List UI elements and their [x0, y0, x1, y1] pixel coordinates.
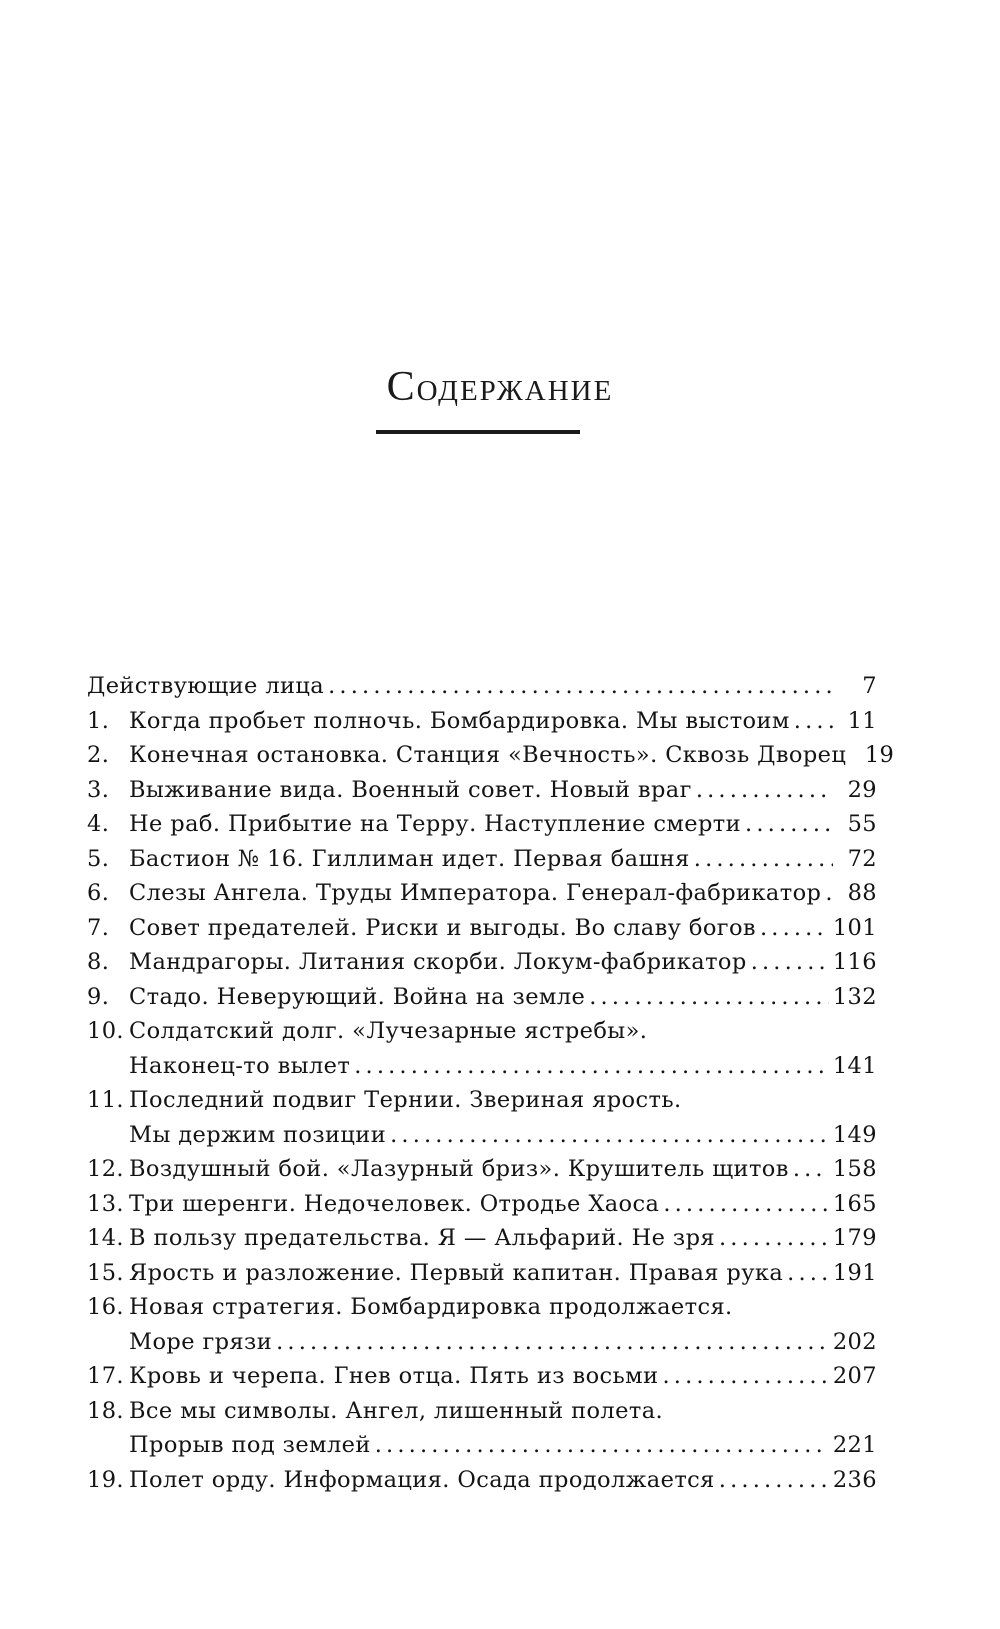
- chapter-title: Мы держим позиции: [129, 1121, 387, 1148]
- page-number: 221: [832, 1432, 877, 1458]
- dot-leader: [745, 807, 833, 841]
- toc-entry: [87, 1083, 877, 1152]
- chapter-number: 4.: [87, 811, 110, 837]
- page-number: 72: [847, 845, 877, 872]
- page-number: 19: [864, 742, 895, 768]
- toc-line: [87, 738, 895, 773]
- chapter-number: 12.: [87, 1156, 124, 1182]
- toc-entry: [87, 1221, 877, 1256]
- toc-line: [87, 704, 877, 739]
- table-of-contents: [87, 669, 895, 1497]
- title-underline: [376, 430, 580, 434]
- chapter-title: Все мы символы. Ангел, лишенный полета.: [129, 1397, 664, 1424]
- toc-line: [87, 1014, 877, 1049]
- chapter-title: Совет предателей. Риски и выгоды. Во славу богов: [129, 914, 756, 941]
- chapter-title: Стадо. Неверующий. Война на земле: [129, 983, 586, 1010]
- toc-line: [87, 1049, 877, 1084]
- dot-leader: [375, 1428, 829, 1462]
- chapter-title: Кровь и черепа. Гнев отца. Пять из восьми: [129, 1363, 659, 1389]
- chapter-title: Три шеренги. Недочеловек. Отродье Хаоса: [129, 1190, 660, 1217]
- chapter-title: Солдатский долг. «Лучезарные ястребы».: [129, 1018, 648, 1044]
- toc-entry: [87, 1394, 877, 1463]
- chapter-title: Когда пробьет полночь. Бомбардировка. Мы выстоим: [129, 707, 790, 734]
- chapter-title: Новая стратегия. Бомбардировка продолжается.: [129, 1294, 733, 1320]
- toc-line: [87, 1083, 877, 1118]
- dot-leader: [794, 704, 833, 738]
- page-number: 158: [832, 1156, 877, 1182]
- toc-line: [87, 1359, 877, 1394]
- toc-entry: [87, 807, 877, 842]
- page-number: 165: [832, 1190, 877, 1217]
- chapter-number: 1.: [87, 707, 110, 734]
- chapter-title: Воздушный бой. «Лазурный бриз». Крушитель щитов: [129, 1156, 789, 1182]
- chapter-number: 16.: [87, 1294, 124, 1320]
- toc-entry: [87, 1152, 877, 1187]
- chapter-number: 17.: [87, 1363, 124, 1389]
- toc-line: [87, 773, 877, 808]
- page-number: 7: [862, 673, 877, 699]
- toc-line: [87, 1463, 877, 1498]
- chapter-number: 15.: [87, 1259, 124, 1286]
- dot-leader: [328, 669, 833, 703]
- toc-line: [87, 1325, 877, 1360]
- page-number: 55: [847, 811, 877, 837]
- page-number: 179: [832, 1225, 877, 1251]
- dot-leader: [825, 876, 833, 910]
- page-number: 101: [832, 914, 877, 941]
- page-title: Содержание: [386, 364, 614, 410]
- dot-leader: [354, 1049, 829, 1083]
- chapter-number: 9.: [87, 983, 110, 1010]
- toc-line: [87, 1187, 877, 1222]
- page-number: 191: [832, 1259, 877, 1286]
- chapter-number: 6.: [87, 880, 110, 906]
- chapter-title: Действующие лица: [87, 673, 325, 699]
- page-number: 149: [832, 1121, 877, 1148]
- toc-entry: [87, 1359, 877, 1394]
- toc-entry: [87, 738, 895, 773]
- toc-entry: [87, 773, 877, 808]
- page-number: 29: [847, 776, 877, 803]
- chapter-number: 2.: [87, 742, 110, 768]
- toc-line: [87, 980, 877, 1015]
- toc-entry: [87, 1187, 877, 1222]
- toc-line: [87, 842, 877, 877]
- chapter-title: Море грязи: [129, 1328, 273, 1355]
- page-number: 202: [832, 1328, 877, 1355]
- chapter-number: 8.: [87, 949, 110, 975]
- toc-line: [87, 1256, 877, 1291]
- dot-leader: [662, 1359, 828, 1393]
- toc-entry: [87, 1290, 877, 1359]
- toc-entry: [87, 1256, 877, 1291]
- dot-leader: [276, 1325, 829, 1359]
- toc-line: [87, 945, 877, 980]
- page-number: 11: [847, 707, 877, 734]
- chapter-title: Выживание вида. Военный совет. Новый враг: [129, 776, 692, 803]
- chapter-number: 18.: [87, 1397, 124, 1424]
- dot-leader: [663, 1187, 829, 1221]
- toc-line: [87, 807, 877, 842]
- chapter-title: Мандрагоры. Литания скорби. Локум-фабрикатор: [129, 949, 747, 975]
- page-number: 141: [832, 1052, 877, 1079]
- toc-entry: [87, 704, 877, 739]
- chapter-title: Конечная остановка. Станция «Вечность». Сквозь Дворец: [129, 742, 847, 768]
- toc-entry: [87, 842, 877, 877]
- toc-entry: [87, 669, 877, 704]
- chapter-number: 3.: [87, 776, 110, 803]
- dot-leader: [751, 945, 829, 979]
- toc-entry: [87, 945, 877, 980]
- chapter-number: 13.: [87, 1190, 124, 1217]
- page-number: 132: [832, 983, 877, 1010]
- page-number: 207: [832, 1363, 877, 1389]
- toc-line: [87, 1394, 877, 1429]
- chapter-title: Прорыв под землей: [129, 1432, 371, 1458]
- toc-entry: [87, 980, 877, 1015]
- dot-leader: [390, 1118, 829, 1152]
- toc-line: [87, 911, 877, 946]
- chapter-title: Полет орду. Информация. Осада продолжается: [129, 1466, 715, 1493]
- toc-line: [87, 1221, 877, 1256]
- toc-line: [87, 669, 877, 704]
- toc-line: [87, 1428, 877, 1463]
- chapter-title: Ярость и разложение. Первый капитан. Правая рука: [129, 1259, 784, 1286]
- chapter-title: Слезы Ангела. Труды Императора. Генерал-фабрикатор: [129, 880, 822, 906]
- page-number: 116: [832, 949, 877, 975]
- toc-line: [87, 1290, 877, 1325]
- dot-leader: [696, 773, 833, 807]
- toc-entry: [87, 911, 877, 946]
- dot-leader: [719, 1463, 829, 1497]
- page-number: 88: [847, 880, 877, 906]
- chapter-title: Наконец-то вылет: [129, 1052, 351, 1079]
- chapter-number: 11.: [87, 1087, 124, 1113]
- chapter-title: Последний подвиг Тернии. Звериная ярость.: [129, 1087, 682, 1113]
- chapter-number: 7.: [87, 914, 110, 941]
- toc-line: [87, 1152, 877, 1187]
- chapter-title: В пользу предательства. Я — Альфарий. Не зря: [129, 1225, 715, 1251]
- toc-line: [87, 1118, 877, 1153]
- chapter-title: Не раб. Прибытие на Терру. Наступление смерти: [129, 811, 742, 837]
- chapter-number: 19.: [87, 1466, 124, 1493]
- toc-entry: [87, 876, 877, 911]
- toc-entry: [87, 1014, 877, 1083]
- chapter-number: 5.: [87, 845, 110, 872]
- chapter-number: 14.: [87, 1225, 124, 1251]
- dot-leader: [787, 1256, 829, 1290]
- dot-leader: [760, 911, 829, 945]
- chapter-number: 10.: [87, 1018, 124, 1044]
- chapter-title: Бастион № 16. Гиллиман идет. Первая башня: [129, 845, 690, 872]
- dot-leader: [694, 842, 833, 876]
- toc-line: [87, 876, 877, 911]
- dot-leader: [589, 980, 829, 1014]
- dot-leader: [719, 1221, 829, 1255]
- toc-entry: [87, 1463, 877, 1498]
- page-number: 236: [832, 1466, 877, 1493]
- dot-leader: [793, 1152, 829, 1186]
